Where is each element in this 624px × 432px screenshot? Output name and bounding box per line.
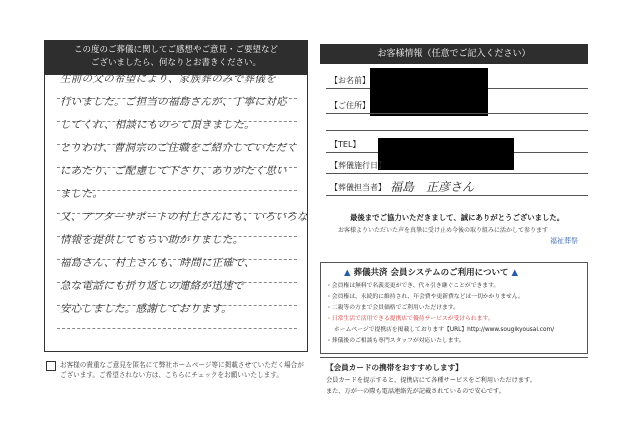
handwritten-line: 又、アフターサポートの村上さんにも、いろいろな: [60, 211, 308, 223]
feedback-header-line1: この度のご葬儀に関してご感想やご意見・ご要望など: [73, 45, 278, 55]
consent-text-line1: お客様の貴重なご意見を匿名にて弊社ホームページ等に掲載させていただく場合が: [60, 361, 304, 369]
handwritten-line: 安心しました。感謝しております。: [60, 303, 232, 315]
card-title: 【会員カードの携帯をおすすめします】: [326, 363, 463, 372]
redacted-name-address: [370, 68, 488, 116]
consent-text: [60, 360, 316, 380]
handwritten-line: 急な電話にも折り返しの連絡が迅速で: [60, 280, 244, 292]
staff-field-line: [326, 195, 588, 196]
staff-handwritten-name: 福島 正彦さん: [390, 180, 475, 194]
membership-system-title: [344, 266, 518, 278]
address-field-line-2: [326, 130, 588, 131]
system-line: ・日常生活で活用できる提携店で優待サービスが受けられます。: [326, 316, 494, 322]
handwritten-line: 情報を提供してもらい助かりました。: [60, 234, 244, 246]
handwritten-line: 福島さん、村上さんも、時間に正確で、: [60, 257, 255, 269]
card-line: また、万が一の際も電話連絡先が記載されているので安心です。: [326, 388, 505, 395]
handwritten-line: してくれ、相談にものって頂きました。: [60, 119, 255, 131]
handwritten-line: ました。: [60, 188, 104, 200]
handwritten-line: にあたり、ご配慮して下さり、ありがたく思い: [60, 165, 287, 177]
tel-label: 【TEL】: [330, 140, 361, 149]
system-line: ・葬儀後のご相談も専門スタッフが対応いたします。: [326, 338, 465, 344]
address-label: 【ご住所】: [330, 101, 370, 110]
system-line: ・会員権は無料で名義変更ができ、代々引き継ぐことができます。: [326, 283, 500, 289]
handwritten-line: 生前の父の希望により、家族葬のみで葬儀を: [60, 73, 276, 85]
consent-text-line2: ございます。ご希望されない方は、こちらにチェックをお願いいたします。: [60, 371, 283, 379]
handwritten-line: とりわけ、曹洞宗のご住職をご紹介していただく: [60, 142, 298, 154]
thanks-message: 最後までご協力いただきまして、誠にありがとうございました。: [350, 213, 565, 222]
customer-info-header: お客様情報（任意でご記入ください）: [320, 44, 588, 64]
feedback-header-line2: ございましたら、何なりとお書きください。: [90, 58, 261, 68]
address-field-line: [326, 113, 588, 114]
funeral-date-label: 【葬儀施行日】: [330, 161, 386, 170]
system-line: ホームページで提携店を掲載しております【URL】http://www.sougikyousai.com/: [334, 327, 555, 333]
card-line: 会員カードを提示すると、提携店にて各種サービスをご利用いただけます。: [326, 377, 536, 384]
staff-label: 【葬儀担当者】: [330, 183, 386, 192]
ruled-line: [57, 328, 297, 329]
feedback-header: [44, 40, 308, 74]
redacted-tel-date: [378, 138, 514, 170]
system-line: ・二親等の方まで会員価格でご利用いただけます。: [326, 305, 459, 311]
funeral-date-field-line: [326, 173, 588, 174]
membership-system-title-text: 葬儀共済 会員システムのご利用について: [353, 268, 509, 278]
thanks-subtext: お客様よりいただいた声を真摯に受け止め今後の取り組みに活かして参ります: [338, 227, 549, 234]
consent-checkbox[interactable]: [46, 361, 56, 371]
handwritten-line: 行いました。ご担当の福島さんが、丁寧に対応: [60, 96, 287, 108]
system-line: ・会員権は、永続的に維持され、年会費や更新費などは一切かかりません。: [326, 294, 524, 300]
triangle-icon: ▲: [344, 268, 351, 278]
triangle-icon: ▲: [511, 268, 518, 278]
company-name: 福祉葬祭: [550, 237, 578, 245]
name-label: 【お名前】: [330, 76, 370, 85]
